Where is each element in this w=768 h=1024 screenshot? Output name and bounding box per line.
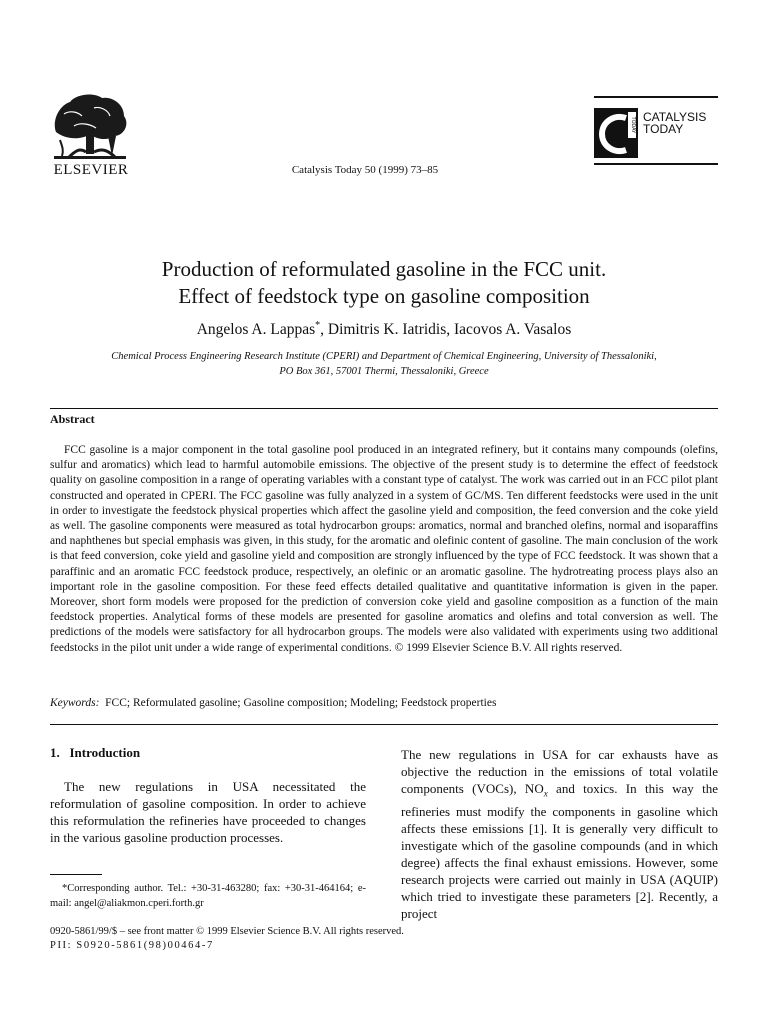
col2-text-part2: and toxics. In this way the refineries must modify the components in gasoline which affects these emissions [1]. It is generally very difficult to investigate which of the gasoline compounds (and in which degree) affects the final exhaust emissions. However, some research projects were carried out mainly in USA (AQUIP) which tried to investigate these parameters [2]. Recently, a project — [401, 781, 718, 921]
title-line-1: Production of reformulated gasoline in the FCC unit. — [161, 257, 607, 281]
other-authors: , Dimitris K. Iatridis, Iacovos A. Vasalos — [320, 321, 572, 339]
affiliation-line-2: PO Box 361, 57001 Thermi, Thessaloniki, Greece — [279, 366, 489, 377]
section-heading-introduction: 1. Introduction — [50, 745, 141, 760]
logo-top-rule — [594, 96, 718, 98]
keywords — [50, 697, 718, 709]
corresponding-author-footnote: *Corresponding author. Tel.: +30-31-463280; fax: +30-31-464164; e-mail: angel@aliakmon.cperi.forth.gr — [50, 883, 366, 909]
pii-line: PII: S0920-5861(98)00464-7 — [50, 940, 214, 951]
abstract-heading: Abstract — [50, 412, 95, 426]
title-line-2: Effect of feedstock type on gasoline composition — [178, 284, 590, 308]
footnote-rule — [50, 874, 102, 875]
author-1: Angelos A. Lappas — [196, 321, 316, 339]
logo-bottom-rule — [594, 163, 718, 165]
copyright-line: 0920-5861/99/$ – see front matter © 1999 Elsevier Science B.V. All rights reserved. — [50, 926, 404, 937]
abstract-top-rule — [50, 408, 718, 409]
affiliation-line-1: Chemical Process Engineering Research Institute (CPERI) and Department of Chemical Engineering, University of Thessaloniki, — [111, 351, 657, 362]
keywords-label: Keywords: — [50, 697, 100, 709]
paper-title — [60, 256, 708, 310]
author-list — [60, 320, 708, 339]
svg-text:TODAY: TODAY — [630, 116, 636, 134]
keywords-text: FCC; Reformulated gasoline; Gasoline composition; Modeling; Feedstock properties — [105, 697, 497, 709]
publisher-name: ELSEVIER — [53, 162, 129, 178]
affiliation — [60, 349, 708, 379]
catalysis-today-logo-icon — [594, 104, 642, 158]
abstract-bottom-rule — [50, 724, 718, 725]
journal-logo-text — [643, 111, 706, 135]
journal-logo-line2: TODAY — [643, 122, 684, 136]
journal-citation: Catalysis Today 50 (1999) 73–85 — [291, 164, 439, 176]
nox-subscript: x — [543, 788, 548, 799]
abstract-text: FCC gasoline is a major component in the total gasoline pool produced in an integrated refinery, but it contains many compounds (olefins, sulfur and aromatics) which lead to harmful automobile emissions. The objective of the present study is to determine the effect of feedstock quality on gasoline composition in a range of operating variables with a constant type of catalyst. The work was carried out in an FCC pilot plant constructed and operated in CPERI. The FCC gasoline was fully analyzed in a system of GC/MS. Ten different feedstocks were used in the unit in order to investigate the feedstock physical properties which affect the gasoline yield and composition, the feed conversion and the coke yield as well. The gasoline components were measured as total hydrocarbon groups: aromatics, normal and branched olefins, normal and isoparaffins and naphthenes but special emphasis was given, in this study, for the aromatic and olefinic content of gasoline. The main conclusion of the work is that feed conversion, coke yield and gasoline yield and composition are strongly influenced by the type of FCC feedstock. It was shown that a paraffinic and an aromatic FCC feedstock produce, respectively, an olefinic or an aromatic gasoline. The hydrotreating process plays also an important role in the gasoline composition. For these feed effects detailed qualitative and quantitative information is given in the paper. Moreover, short form models were proposed for the prediction of conversion coke yield and gasoline composition as a function of the main feedstock properties. Analytical forms of these models are presented for gasoline aromatics and olefins and total conversion as well. The predictions of the models were satisfactory for all hydrocarbon groups. The models were also validated with experiments using two additional feedstocks in the pilot unit under a wide range of experimental conditions. © 1999 Elsevier Science B.V. All rights reserved. — [50, 444, 718, 654]
intro-column-2 — [401, 746, 718, 922]
intro-column-1: The new regulations in USA necessitated the reformulation of gasoline composition. In order to achieve this reformulation the refineries have proceeded to changes in the various gasoline production processes. — [50, 779, 366, 845]
elsevier-tree-logo — [50, 92, 130, 160]
col2-text-part1: The new regulations in USA for car exhausts have as objective the reduction in the emissions of total volatile components (VOCs), NO — [401, 747, 718, 796]
journal-logo-line1: CATALYSIS — [643, 110, 707, 124]
corresponding-mark: * — [315, 320, 321, 331]
